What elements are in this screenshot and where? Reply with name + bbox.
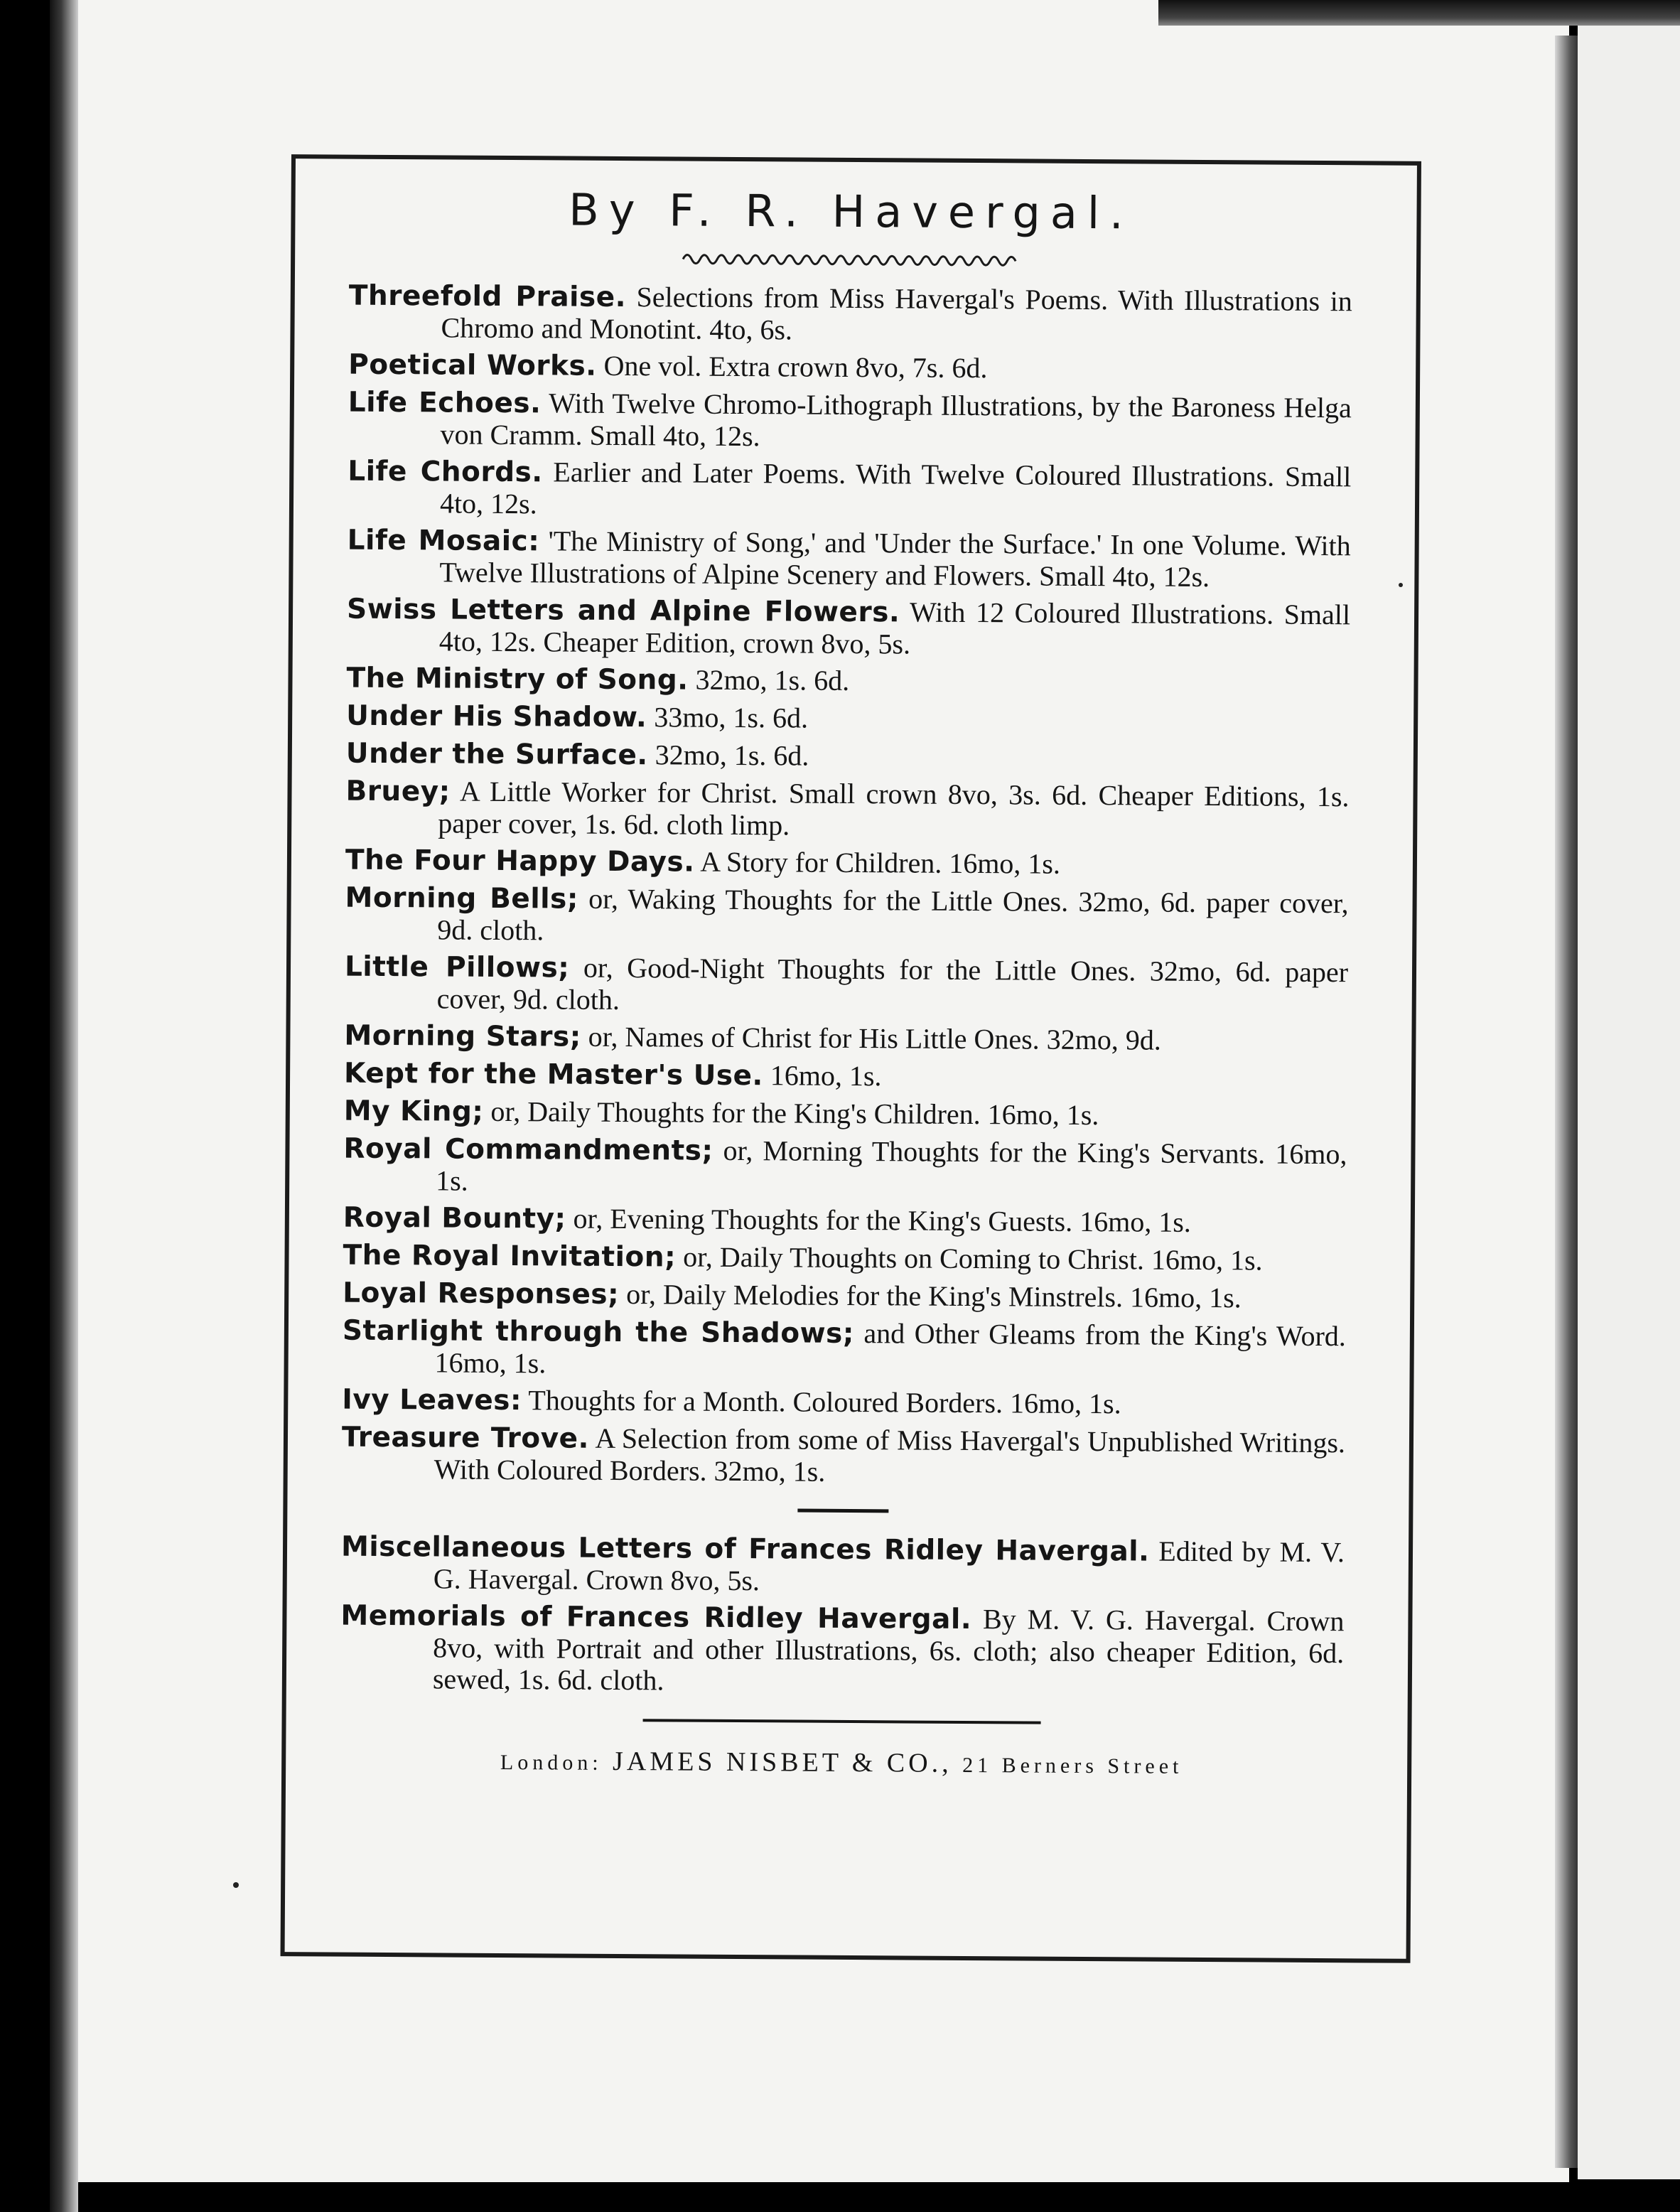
book-title: Kept for the Master's Use. bbox=[343, 1057, 763, 1092]
section-divider bbox=[797, 1509, 888, 1513]
book-details: With Twelve Chromo-Lithograph Illustrations, by the Baroness Helga von Cramm. Small 4to, 12s. bbox=[440, 387, 1352, 453]
book-entry bbox=[343, 1315, 1347, 1385]
imprint-address: 21 Berners Street bbox=[962, 1753, 1183, 1778]
wavy-ornament-icon bbox=[680, 247, 1021, 268]
book-entry bbox=[340, 1600, 1345, 1701]
book-entry bbox=[343, 1202, 1347, 1240]
book-details: 32mo, 1s. 6d. bbox=[688, 663, 850, 697]
top-edge-shadow bbox=[1158, 0, 1680, 26]
book-entry bbox=[345, 844, 1349, 883]
book-title: Swiss Letters and Alpine Flowers. bbox=[346, 593, 900, 629]
book-title: Life Chords. bbox=[348, 455, 543, 489]
book-entry bbox=[345, 882, 1349, 952]
book-entry bbox=[343, 1240, 1346, 1278]
book-details: A Selection from some of Miss Havergal's Unpublished Writings. With Coloured Borders. 32mo, 1s. bbox=[434, 1422, 1346, 1488]
book-title: Life Mosaic: bbox=[347, 524, 540, 558]
book-entry bbox=[348, 456, 1352, 525]
book-entry bbox=[344, 1095, 1347, 1134]
book-title: Under the Surface. bbox=[345, 737, 648, 772]
left-binding-shadow bbox=[50, 0, 78, 2212]
book-title: Treasure Trove. bbox=[341, 1421, 589, 1455]
book-details: or, Morning Thoughts for the King's Servants. 16mo, 1s. bbox=[436, 1134, 1347, 1197]
book-details: 32mo, 1s. 6d. bbox=[647, 739, 809, 772]
book-title: Royal Bounty; bbox=[343, 1201, 566, 1235]
book-title: Threefold Praise. bbox=[348, 279, 627, 314]
book-entry bbox=[342, 1384, 1345, 1422]
book-entry bbox=[342, 1422, 1346, 1491]
book-details: Earlier and Later Poems. With Twelve Coloured Illustrations. Small 4to, 12s. bbox=[439, 456, 1352, 520]
book-details: or, Daily Thoughts for the King's Children. 16mo, 1s. bbox=[483, 1095, 1099, 1132]
advertisement-frame bbox=[281, 154, 1421, 1963]
book-details: A Story for Children. 16mo, 1s. bbox=[694, 845, 1061, 880]
book-entry bbox=[344, 1020, 1347, 1058]
book-list bbox=[342, 280, 1352, 1491]
book-entry bbox=[345, 951, 1349, 1021]
book-entry bbox=[346, 700, 1350, 739]
book-title: Royal Commandments; bbox=[343, 1132, 714, 1167]
book-title: Bruey; bbox=[345, 775, 451, 808]
book-details: or, Good-Night Thoughts for the Little Ones. 32mo, 6d. paper cover, 9d. cloth. bbox=[436, 951, 1349, 1016]
book-details: or, Names of Christ for His Little Ones. 32mo, 9d. bbox=[581, 1020, 1161, 1056]
book-title: Ivy Leaves: bbox=[342, 1383, 522, 1417]
book-entry bbox=[348, 349, 1352, 387]
publisher-imprint bbox=[340, 1741, 1343, 1787]
book-entry bbox=[343, 1277, 1346, 1316]
book-details: Selections from Miss Havergal's Poems. With Illustrations in Chromo and Monotint. 4to, 6s. bbox=[441, 281, 1352, 346]
book-details: or, Waking Thoughts for the Little Ones. 32mo, 6d. paper cover, 9d. cloth. bbox=[437, 882, 1349, 947]
book-title: Starlight through the Shadows; bbox=[342, 1314, 855, 1351]
book-details: and Other Gleams from the King's Word. 16mo, 1s. bbox=[434, 1317, 1347, 1380]
book-entry bbox=[348, 387, 1352, 456]
book-entry bbox=[348, 280, 1352, 350]
book-title: The Four Happy Days. bbox=[345, 844, 695, 879]
book-entry bbox=[346, 738, 1350, 776]
book-title: Loyal Responses; bbox=[343, 1277, 620, 1311]
book-details: or, Daily Melodies for the King's Minstrels. 16mo, 1s. bbox=[619, 1277, 1242, 1314]
page-heading: By F. R. Havergal. bbox=[569, 183, 1134, 240]
book-title: The Royal Invitation; bbox=[343, 1239, 677, 1274]
book-details: or, Daily Thoughts on Coming to Christ. 16mo, 1s. bbox=[676, 1240, 1263, 1277]
book-entry bbox=[341, 1531, 1345, 1601]
imprint-publisher: JAMES NISBET & CO., bbox=[613, 1746, 952, 1778]
book-title: Morning Bells; bbox=[345, 881, 579, 916]
book-entry bbox=[347, 594, 1351, 663]
book-details: A Little Worker for Christ. Small crown 8vo, 3s. 6d. Cheaper Editions, 1s. paper cover, 1s. 6d. cloth limp. bbox=[438, 775, 1350, 842]
book-title: Under His Shadow. bbox=[346, 699, 647, 734]
book-details: One vol. Extra crown 8vo, 7s. 6d. bbox=[596, 349, 988, 385]
book-details: or, Evening Thoughts for the King's Guests. 16mo, 1s. bbox=[566, 1202, 1191, 1238]
book-title: The Ministry of Song. bbox=[346, 662, 689, 697]
advertisement-content bbox=[340, 175, 1353, 1787]
book-details: By M. V. G. Havergal. Crown 8vo, with Portrait and other Illustrations, 6s. cloth; also cheaper Edition, 6d. sewed, 1s. 6d. cloth. bbox=[432, 1603, 1345, 1697]
book-title: My King; bbox=[343, 1095, 484, 1128]
book-details: 33mo, 1s. 6d. bbox=[647, 701, 809, 734]
book-title: Miscellaneous Letters of Frances Ridley Havergal. bbox=[340, 1530, 1150, 1568]
book-title: Little Pillows; bbox=[344, 950, 570, 984]
imprint-divider bbox=[643, 1719, 1041, 1724]
book-details: With 12 Coloured Illustrations. Small 4to, 12s. Cheaper Edition, crown 8vo, 5s. bbox=[438, 596, 1351, 660]
imprint-city: London: bbox=[500, 1750, 603, 1775]
book-entry bbox=[343, 1133, 1347, 1203]
book-details: Edited by M. V. G. Havergal. Crown 8vo, 5s. bbox=[433, 1535, 1345, 1597]
memorial-list bbox=[340, 1531, 1345, 1701]
book-entry bbox=[344, 1058, 1347, 1096]
dust-speck bbox=[233, 1882, 239, 1888]
book-title: Poetical Works. bbox=[348, 348, 597, 382]
book-entry bbox=[346, 662, 1350, 701]
book-details: 'The Ministry of Song,' and 'Under the Surface.' In one Volume. With Twelve Illustrations of Alpine Scenery and Flowers. Small 4to, 12s. bbox=[439, 525, 1351, 594]
book-title: Life Echoes. bbox=[348, 386, 542, 420]
facing-page-edge bbox=[1578, 26, 1680, 2179]
book-title: Morning Stars; bbox=[344, 1019, 581, 1053]
book-entry bbox=[347, 525, 1351, 594]
book-title: Memorials of Frances Ridley Havergal. bbox=[340, 1599, 972, 1636]
book-details: Thoughts for a Month. Coloured Borders. 16mo, 1s. bbox=[521, 1384, 1121, 1420]
book-entry bbox=[345, 775, 1350, 845]
book-details: 16mo, 1s. bbox=[763, 1059, 882, 1092]
